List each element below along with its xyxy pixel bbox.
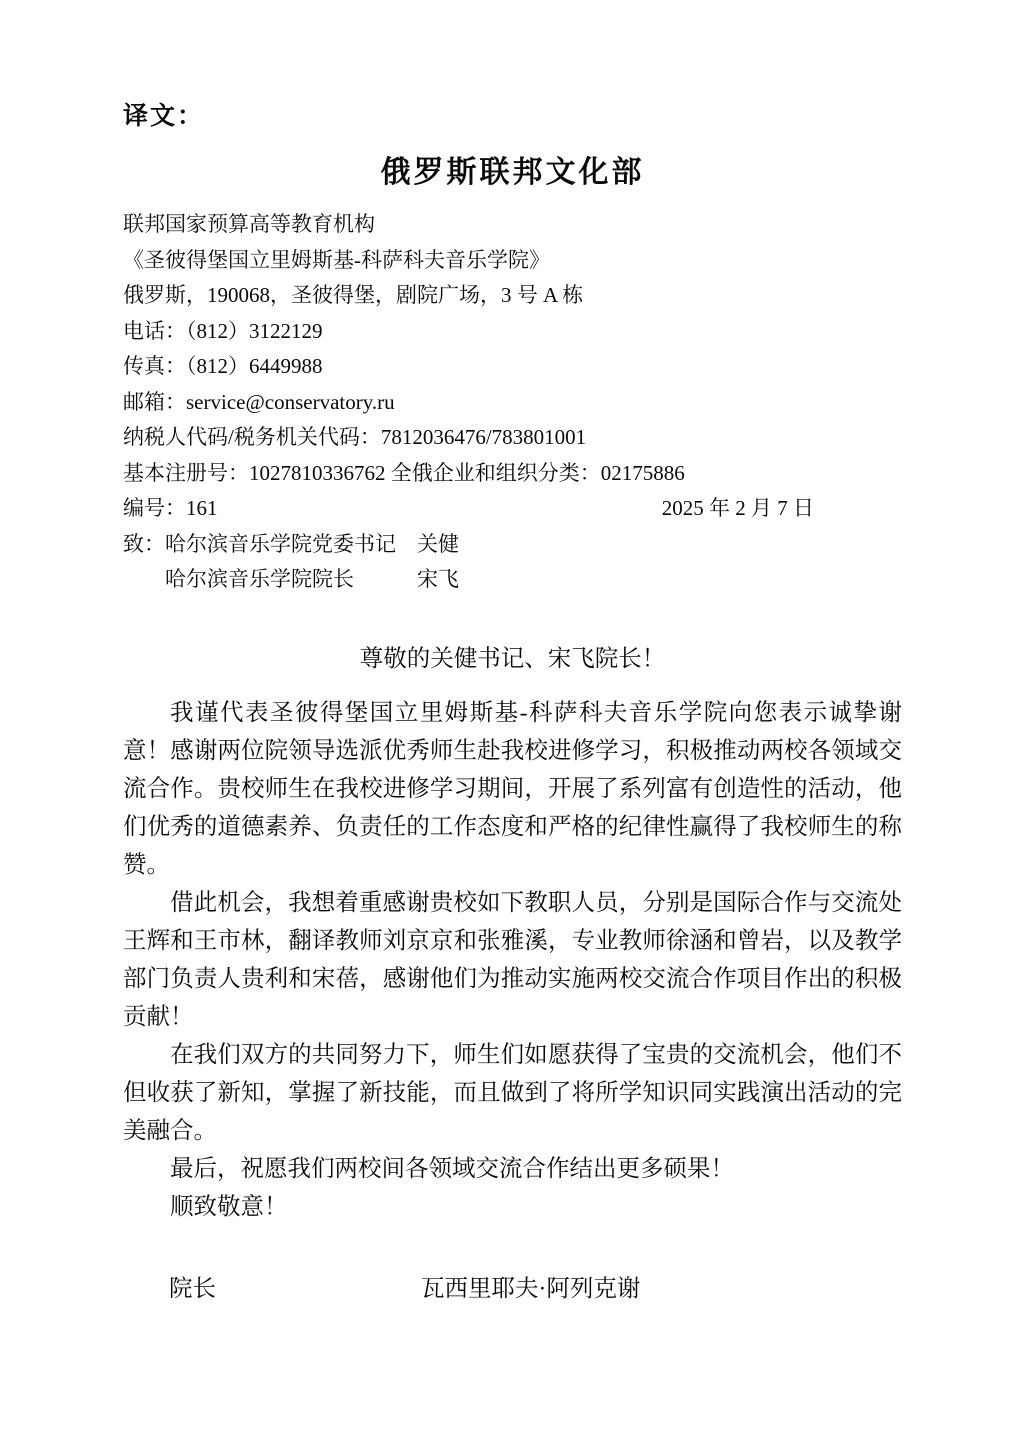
letterhead-line: 电话：（812）3122129 <box>123 318 323 343</box>
reference-number: 编号：161 <box>123 496 218 520</box>
signature-row <box>123 1270 902 1308</box>
body-paragraph: 我谨代表圣彼得堡国立里姆斯基-科萨科夫音乐学院向您表示诚挚谢意！感谢两位院领导选派优秀师生赴我校进修学习，积极推动两校各领域交流合作。贵校师生在我校进修学习期间，开展了系列富有创造性的活动，他们优秀的道德素养、负责任的工作态度和严格的纪律性赢得了我校师生的称赞。 <box>123 699 902 878</box>
signer-title: 院长 <box>169 1275 216 1302</box>
letterhead-line: 基本注册号：1027810336762 全俄企业和组织分类：02175886 <box>123 460 685 485</box>
letterhead-line: 《圣彼得堡国立里姆斯基-科萨科夫音乐学院》 <box>123 247 550 272</box>
letterhead-line: 俄罗斯，190068，圣彼得堡，剧院广场，3 号 A 栋 <box>123 283 584 307</box>
body-paragraph: 在我们双方的共同努力下，师生们如愿获得了宝贵的交流机会，他们不但收获了新知，掌握了新技能，而且做到了将所学知识同实践演出活动的完美融合。 <box>123 1041 902 1144</box>
recipient-line: 哈尔滨音乐学院院长 宋飞 <box>123 567 459 591</box>
recipient-lines <box>123 527 902 598</box>
signer-name: 瓦西里耶夫·阿列克谢 <box>421 1275 641 1302</box>
salutation: 尊敬的关健书记、宋飞院长！ <box>359 645 666 672</box>
reference-row <box>123 491 902 527</box>
body-paragraph: 借此机会，我想着重感谢贵校如下教职人员，分别是国际合作与交流处王辉和王市林，翻译教师刘京京和张雅溪，专业教师徐涵和曾岩，以及教学部门负责人贵利和宋蓓，感谢他们为推动实施两校交流合作项目作出的积极贡献！ <box>123 889 902 1030</box>
body-paragraph: 最后，祝愿我们两校间各领域交流合作结出更多硕果！ <box>170 1155 734 1182</box>
letterhead-block <box>123 207 902 598</box>
body-paragraph: 顺致敬意！ <box>170 1193 288 1220</box>
translation-label: 译文： <box>123 103 205 130</box>
letterhead-line: 邮箱：service@conservatory.ru <box>123 389 395 414</box>
letterhead-line: 传真：（812）6449988 <box>123 354 323 378</box>
document-date: 2025 年 2 月 7 日 <box>661 496 814 520</box>
letterhead-line: 纳税人代码/税务机关代码：7812036476/783801001 <box>123 425 587 449</box>
letterhead-line: 联邦国家预算高等教育机构 <box>123 212 375 236</box>
letter-body <box>123 694 902 1226</box>
document-title: 俄罗斯联邦文化部 <box>380 156 645 189</box>
letterhead-lines <box>123 207 902 491</box>
recipient-line: 致：哈尔滨音乐学院党委书记 关健 <box>123 531 459 556</box>
